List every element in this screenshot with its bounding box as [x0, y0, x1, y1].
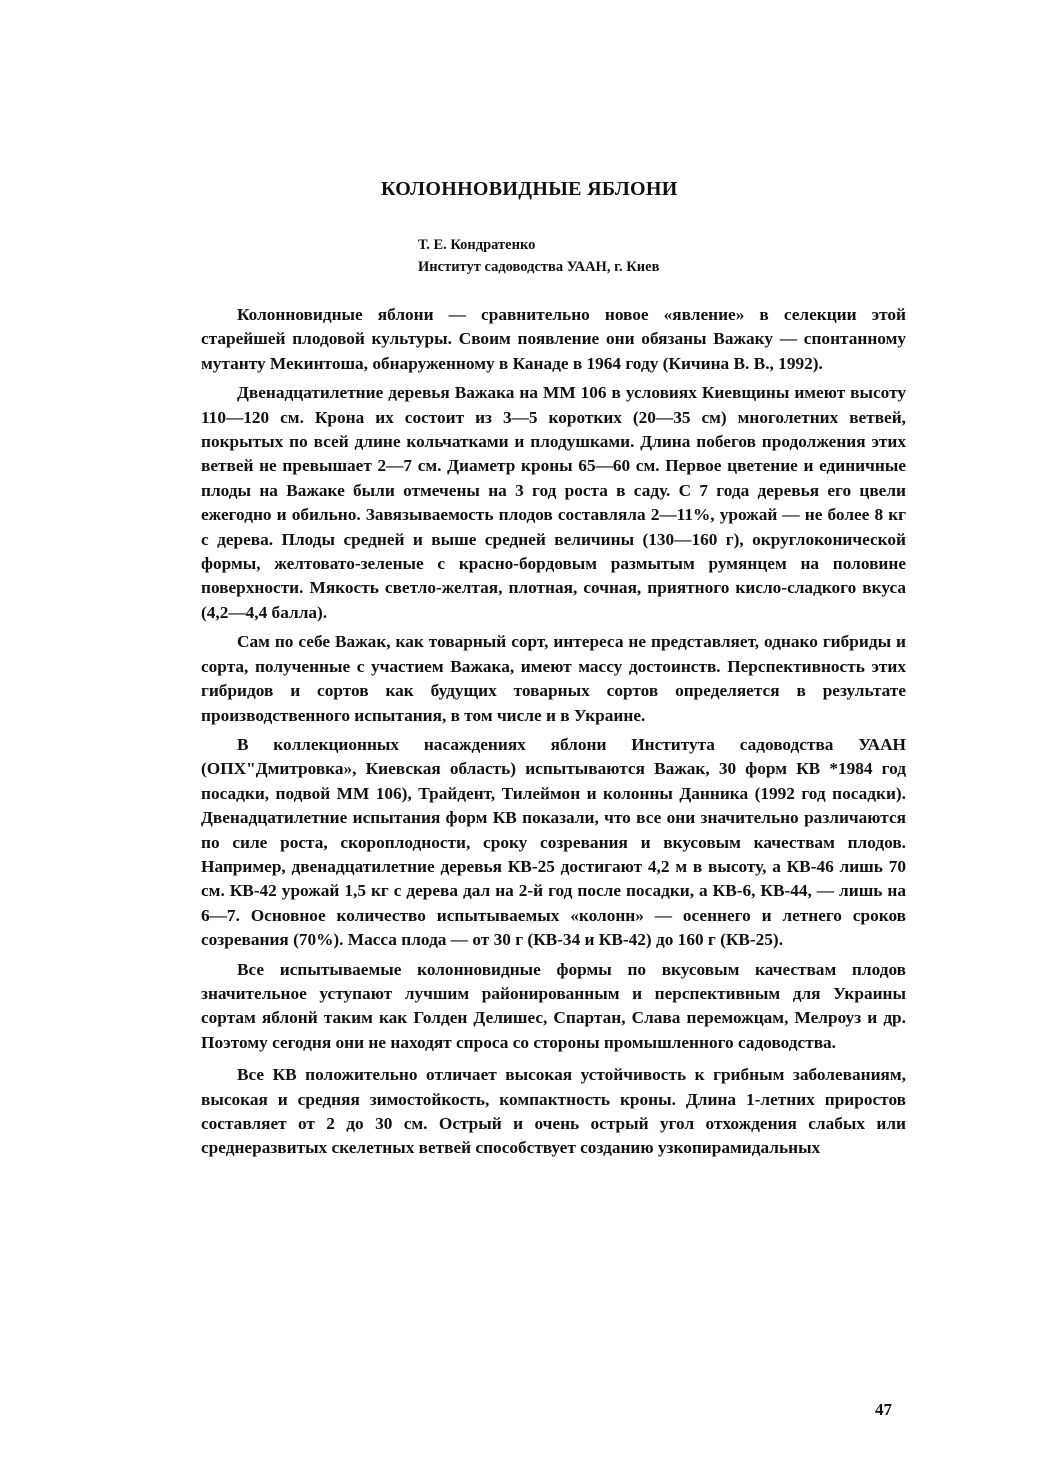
paragraph-vazhak-value: Сам по себе Важак, как товарный сорт, интереса не представляет, однако гибриды и сорта, полученные с участием Важака, имеют массу достоинств. Перспективность этих гибридов и сортов как будущих товарных сортов определяется в результате производственного испытания, в том числе и в Украине. — [201, 632, 906, 725]
paragraph-taste-comparison: Все испытываемые колонновидные формы по вкусовым качествам плодов значительное уступают лучшим районированным и перспективным для Украины сортам яблонй таким как Голден Делишес, Спартан, Слава переможцам, Мелроуз и др. Поэтому сегодня они не находят спроса со стороны промышленного садоводства. — [201, 959, 906, 1052]
author-name: Т. Е. Кондратенко — [418, 237, 536, 253]
paragraph-resistance: Все КВ положительно отличает высокая устойчивость к грибным заболеваниям, высокая и средняя зимостойкость, компактность кроны. Длина 1-летних приростов составляет от 2 до 30 см. Острый и очень острый угол отхождения слабых или среднеразвитых скелетных ветвей способствует созданию узкопирамидальных — [201, 1065, 906, 1158]
article-title: КОЛОННОВИДНЫЕ ЯБЛОНИ — [381, 178, 678, 200]
author-block — [418, 234, 659, 278]
article-body — [201, 303, 906, 1161]
paragraph-collection-trials: В коллекционных насаждениях яблони Института садоводства УААН (ОПХ"Дмитровка», Киевская область) испытываются Важак, 30 форм КВ *1984 год посадки, подвой ММ 106), Трайдент, Тилеймон и колонны Данника (1992 год посадки). Двенадцатилетние испытания форм КВ показали, что все они значительно различаются по силе роста, скороплодности, сроку созревания и вкусовым качествам плодов. Например, двенадцатилетние деревья КВ-25 достигают 4,2 м в высоту, а КВ-46 лишь 70 см. КВ-42 урожай 1,5 кг с дерева дал на 2-й год после посадки, а КВ-6, КВ-44, — лишь на 6—7. Основное количество испытываемых «колонн» — осеннего и летнего сроков созревания (70%). Масса плода — от 30 г (КВ-34 и КВ-42) до 160 г (КВ-25). — [201, 734, 906, 950]
paragraph-vazhak-description: Двенадцатилетние деревья Важака на ММ 106 в условиях Киевщины имеют высоту 110—120 см. Крона их состоит из 3—5 коротких (20—35 см) многолетних ветвей, покрытых по всей длине кольчатками и плодушками. Длина побегов продолжения этих ветвей не превышает 2—7 см. Диаметр кроны 65—60 см. Первое цветение и единичные плоды на Важаке были отмечены на 3 год роста в саду. С 7 года деревья его цвели ежегодно и обильно. Завязываемость плодов составляла 2—11%, урожай — не более 8 кг с дерева. Плоды средней и выше средней величины (130—160 г), округлоконической формы, желтовато-зеленые с красно-бордовым размытым румянцем на половине поверхности. Мякость светло-желтая, плотная, сочная, приятного кисло-сладкого вкуса (4,2—4,4 балла). — [201, 383, 906, 622]
page-number: 47 — [875, 1400, 892, 1419]
author-affiliation: Институт садоводства УААН, г. Киев — [418, 259, 660, 275]
paragraph-intro: Колонновидные яблони — сравнительно новое «явление» в селекции этой старейшей плодовой культуры. Своим появление они обязаны Важаку — спонтанному мутанту Мекинтоша, обнаруженному в Канаде в 1964 году (Кичина В. В., 1992). — [201, 305, 906, 373]
